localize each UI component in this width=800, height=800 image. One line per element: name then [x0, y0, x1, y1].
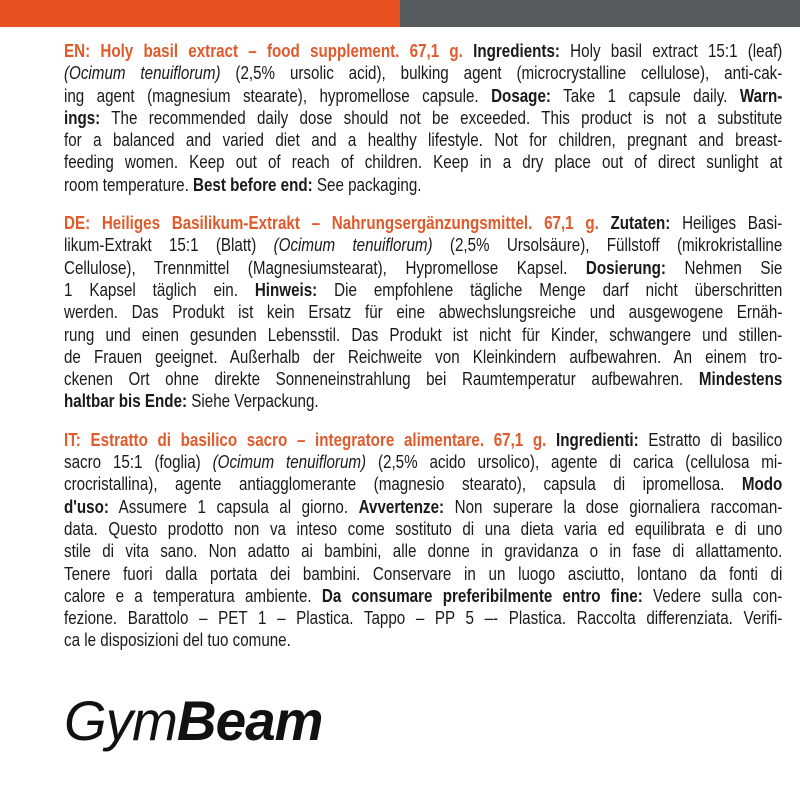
- section-label: d'uso:: [64, 495, 109, 517]
- text-segment: ca le disposizioni del tuo comune.: [64, 629, 291, 651]
- section-label: Ingredients:: [473, 40, 560, 61]
- text-segment: feeding women. Keep out of reach of children. Keep in a dry place out of direct sunlight at: [64, 151, 783, 173]
- text-line: [64, 346, 782, 368]
- text-segment: See packaging.: [312, 173, 422, 195]
- text-line: [64, 279, 782, 301]
- text-segment: likum-Extrakt 15:1 (Blatt): [64, 234, 274, 256]
- text-segment: sacro 15:1 (foglia): [64, 451, 213, 473]
- section-label: Da consumare preferibilmente entro fine:: [321, 584, 643, 606]
- text-line: [64, 257, 782, 279]
- text-line: [64, 629, 782, 651]
- gymbeam-logo: [64, 688, 322, 753]
- text-line: [64, 40, 782, 62]
- text-line: [64, 473, 782, 495]
- text-segment: rung und einen gesunden Lebensstil. Das Produkt ist nicht für Kinder, schwangere und stillen-: [64, 323, 783, 345]
- section-label: ings:: [64, 106, 101, 128]
- top-color-bar: [0, 0, 800, 27]
- text-line: [64, 129, 782, 151]
- text-segment: (2,5% ursolic acid), bulking agent (microcrystalline cellulose), anti-cak-: [220, 62, 783, 84]
- text-segment: ckenen Ort ohne direkte Sonneneinstrahlung bei Raumtemperatur aufbewahren.: [64, 368, 699, 390]
- text-segment: room temperature.: [64, 173, 194, 195]
- product-heading: IT: Estratto di basilico sacro – integratore alimentare. 67,1 g.: [64, 428, 557, 450]
- text-segment: (Ocimum tenuiflorum): [64, 62, 221, 84]
- text-segment: for a balanced and varied diet and a healthy lifestyle. Not for children, pregnant and breast-: [64, 129, 783, 151]
- text-segment: stile di vita sano. Non adatto ai bambini, alle donne in gravidanza o in fase di allattamento.: [64, 540, 783, 562]
- section-label: Zutaten:: [610, 212, 671, 234]
- text-segment: Die empfohlene tägliche Menge darf nicht überschritten: [317, 278, 783, 300]
- text-segment: Take 1 capsule daily.: [550, 84, 740, 106]
- text-line: [64, 540, 782, 562]
- text-segment: calore e a temperatura ambiente.: [64, 584, 322, 606]
- text-line: [64, 607, 782, 629]
- text-line: [64, 107, 782, 129]
- text-segment: Tenere fuori dalla portata dei bambini. Conservare in un luogo asciutto, lontano da fonti di: [64, 562, 783, 584]
- section-label: Modo: [741, 473, 783, 495]
- text-line: [64, 301, 782, 323]
- logo-gym: Gym: [64, 689, 177, 752]
- text-line: [64, 85, 782, 107]
- text-line: [64, 585, 782, 607]
- section-label: Hinweis:: [254, 278, 318, 300]
- section-label: Dosierung:: [585, 256, 666, 278]
- logo-beam: Beam: [176, 689, 323, 752]
- text-segment: Nehmen Sie: [665, 256, 783, 278]
- text-segment: data. Questo prodotto non va inteso come sostituto di una dieta varia ed equilibrata e di uno: [64, 517, 783, 539]
- text-segment: Non superare la dose giornaliera raccoman-: [444, 495, 783, 517]
- text-line: [64, 324, 782, 346]
- text-segment: Holy basil extract 15:1 (leaf): [559, 40, 783, 61]
- text-segment: Vedere sulla con-: [642, 584, 783, 606]
- accent-bar: [0, 0, 400, 27]
- text-line: [64, 451, 782, 473]
- text-line: [64, 212, 782, 234]
- text-segment: (Ocimum tenuiflorum): [273, 234, 433, 256]
- section-label: Best before end:: [193, 173, 313, 195]
- text-segment: The recommended daily dose should not be exceeded. This product is not a substitute: [100, 106, 783, 128]
- text-line: [64, 62, 782, 84]
- text-segment: Siehe Verpackung.: [187, 390, 319, 412]
- text-segment: (2,5% Ursolsäure), Füllstoff (mikrokristalline: [432, 234, 783, 256]
- section-label: Ingredienti:: [556, 428, 639, 450]
- text-segment: Assumere 1 capsula al giorno.: [108, 495, 359, 517]
- text-line: [64, 518, 782, 540]
- paragraph-en: [64, 40, 782, 196]
- text-segment: crocristallina), agente antiagglomerante (magnesio stearato), capsula di ipromellosa.: [64, 473, 742, 495]
- product-heading: EN: Holy basil extract – food supplement. 67,1 g.: [64, 40, 474, 61]
- section-label: Warn-: [739, 84, 783, 106]
- text-segment: Heiliges Basi-: [670, 212, 783, 234]
- paragraph-it: [64, 429, 782, 652]
- text-line: [64, 429, 782, 451]
- section-label: haltbar bis Ende:: [64, 390, 188, 412]
- product-heading: DE: Heiliges Basilikum-Extrakt – Nahrungsergänzungsmittel. 67,1 g.: [64, 212, 611, 234]
- text-line: [64, 151, 782, 173]
- text-line: [64, 390, 782, 412]
- section-label: Mindestens: [698, 368, 783, 390]
- paragraph-de: [64, 212, 782, 413]
- section-label: Avvertenze:: [358, 495, 445, 517]
- text-segment: Cellulose), Trennmittel (Magnesiumstearat), Hypromellose Kapsel.: [64, 256, 586, 278]
- text-segment: (Ocimum tenuiflorum): [212, 451, 367, 473]
- text-line: [64, 496, 782, 518]
- text-line: [64, 368, 782, 390]
- text-segment: fezione. Barattolo – PET 1 – Plastica. Tappo – PP 5 –- Plastica. Raccolta differenziata. Verifi-: [64, 607, 783, 629]
- label-text: [64, 40, 782, 668]
- text-segment: Estratto di basilico: [638, 428, 783, 450]
- text-line: [64, 174, 782, 196]
- text-segment: (2,5% acido ursolico), agente di carica (cellulosa mi-: [366, 451, 783, 473]
- text-segment: ing agent (magnesium stearate), hypromellose capsule.: [64, 84, 492, 106]
- dark-bar: [400, 0, 800, 27]
- text-line: [64, 234, 782, 256]
- text-segment: 1 Kapsel täglich ein.: [64, 278, 255, 300]
- text-line: [64, 563, 782, 585]
- text-segment: werden. Das Produkt ist kein Ersatz für eine abwechslungsreiche und ausgewogene Ernäh-: [64, 301, 783, 323]
- text-segment: de Frauen geeignet. Außerhalb der Reichweite von Kleinkindern aufbewahren. An einem tro-: [64, 345, 783, 367]
- section-label: Dosage:: [491, 84, 551, 106]
